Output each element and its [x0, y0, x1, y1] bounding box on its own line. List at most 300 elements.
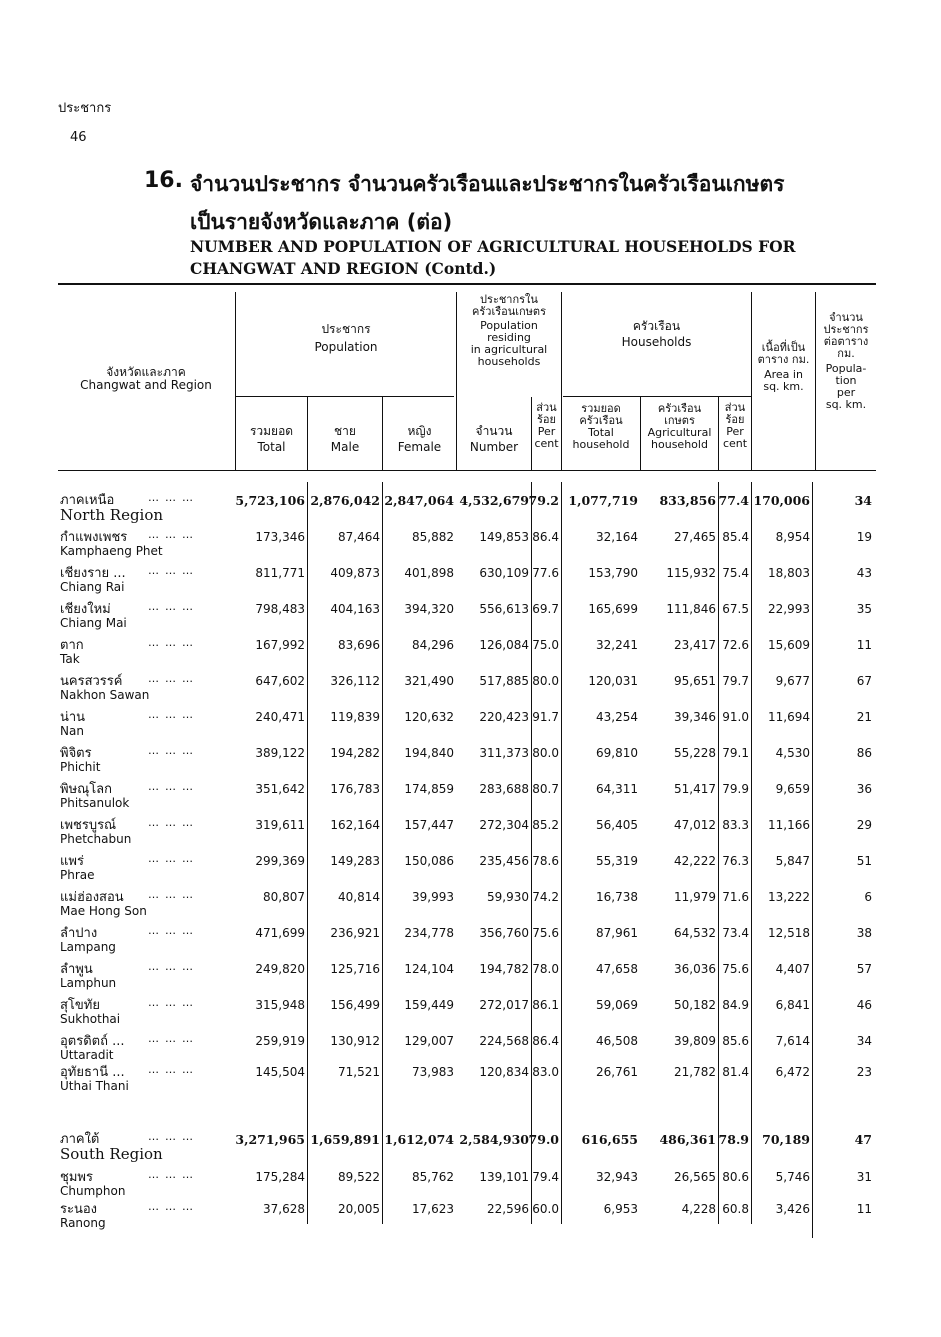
- header-region-th: จังหวัดและภาค: [106, 365, 186, 379]
- cell-area: 9,659: [775, 782, 810, 796]
- cell-ag-number: 220,423: [479, 710, 529, 724]
- changwat-name-thai: เชียงราย ...: [60, 566, 126, 581]
- header-number-en: Number: [469, 440, 519, 454]
- cell-female: 124,104: [404, 962, 454, 976]
- header-density-en3: per: [836, 386, 856, 399]
- header-hh-percent-en1: Per: [726, 425, 744, 438]
- cell-hh-pct: 84.9: [722, 998, 749, 1012]
- cell-area: 70,189: [762, 1132, 810, 1147]
- cell-hh-pct: 91.0: [722, 710, 749, 724]
- cell-ag-pct: 80.7: [532, 782, 559, 796]
- header-households: [562, 320, 751, 349]
- header-density-en2: tion: [835, 374, 857, 387]
- header-area: [752, 342, 815, 393]
- cell-ag-pct: 91.7: [532, 710, 559, 724]
- leader-dots: ………: [148, 636, 199, 649]
- changwat-name-thai: ชุมพร: [60, 1170, 93, 1185]
- cell-hh-pct: 72.6: [722, 638, 749, 652]
- cell-density: 21: [856, 710, 872, 724]
- page-number: 46: [70, 130, 87, 145]
- cell-hh-pct: 73.4: [722, 926, 749, 940]
- changwat-name-english: Tak: [60, 652, 80, 666]
- cell-ag-pct: 78.0: [532, 962, 559, 976]
- cell-hh-pct: 79.7: [722, 674, 749, 688]
- cell-male: 89,522: [338, 1170, 380, 1184]
- cell-total: 471,699: [255, 926, 305, 940]
- cell-hh-total: 59,069: [596, 998, 638, 1012]
- cell-hh-pct: 79.9: [722, 782, 749, 796]
- cell-area: 12,518: [768, 926, 810, 940]
- cell-area: 22,993: [768, 602, 810, 616]
- header-agpop-th1: ประชากรใน: [480, 293, 538, 306]
- cell-hh-ag: 55,228: [674, 746, 716, 760]
- cell-hh-total: 87,961: [596, 926, 638, 940]
- cell-hh-pct: 75.6: [722, 962, 749, 976]
- cell-hh-total: 153,790: [588, 566, 638, 580]
- changwat-name-thai: ภาคใต้: [60, 1132, 100, 1147]
- cell-ag-pct: 75.6: [532, 926, 559, 940]
- title-english-line-2: CHANGWAT AND REGION (Contd.): [190, 259, 497, 278]
- cell-density: 11: [856, 1202, 872, 1216]
- cell-total: 3,271,965: [235, 1132, 305, 1147]
- cell-male: 1,659,891: [310, 1132, 380, 1147]
- cell-ag-number: 149,853: [479, 530, 529, 544]
- cell-male: 194,282: [330, 746, 380, 760]
- cell-total: 249,820: [255, 962, 305, 976]
- table-number: 16.: [144, 168, 183, 193]
- cell-ag-pct: 60.0: [532, 1202, 559, 1216]
- cell-hh-ag: 51,417: [674, 782, 716, 796]
- changwat-name-english: Kamphaeng Phet: [60, 544, 163, 558]
- changwat-name-thai: เพชรบูรณ์: [60, 818, 117, 833]
- cell-area: 18,803: [768, 566, 810, 580]
- cell-male: 162,164: [330, 818, 380, 832]
- header-male-en: Male: [330, 440, 360, 454]
- changwat-name-thai: ภาคเหนือ: [60, 493, 115, 508]
- cell-total: 37,628: [263, 1202, 305, 1216]
- cell-ag-pct: 79.2: [528, 493, 559, 508]
- cell-hh-total: 616,655: [581, 1132, 638, 1147]
- changwat-name-english: Phetchabun: [60, 832, 132, 846]
- header-region: [60, 366, 232, 392]
- cell-hh-ag: 111,846: [666, 602, 716, 616]
- cell-male: 409,873: [330, 566, 380, 580]
- changwat-name-thai: แม่ฮ่องสอน: [60, 890, 124, 905]
- cell-male: 149,283: [330, 854, 380, 868]
- cell-hh-total: 1,077,719: [568, 493, 638, 508]
- header-area-en2: sq. km.: [763, 380, 804, 393]
- cell-ag-pct: 79.0: [528, 1132, 559, 1147]
- cell-density: 11: [856, 638, 872, 652]
- header-area-th1: เนื้อที่เป็น: [761, 341, 806, 354]
- header-population-en: Population: [314, 340, 378, 354]
- header-total-th: รวมยอด: [249, 424, 294, 438]
- cell-density: 43: [856, 566, 872, 580]
- changwat-name-thai: น่าน: [60, 710, 86, 725]
- cell-area: 5,746: [775, 1170, 810, 1184]
- cell-density: 36: [856, 782, 872, 796]
- header-male-th: ชาย: [334, 424, 356, 438]
- cell-ag-pct: 75.0: [532, 638, 559, 652]
- header-density-th1: จำนวน: [829, 311, 863, 324]
- cell-ag-pct: 83.0: [532, 1065, 559, 1079]
- col-divider: [718, 482, 719, 1224]
- leader-dots: ………: [148, 1063, 199, 1076]
- cell-density: 34: [854, 493, 872, 508]
- cell-total: 811,771: [255, 566, 305, 580]
- changwat-name-english: Nakhon Sawan: [60, 688, 150, 702]
- cell-ag-number: 235,456: [479, 854, 529, 868]
- cell-hh-pct: 80.6: [722, 1170, 749, 1184]
- cell-total: 173,346: [255, 530, 305, 544]
- changwat-name-english: South Region: [60, 1145, 163, 1163]
- cell-hh-total: 32,164: [596, 530, 638, 544]
- cell-female: 17,623: [412, 1202, 454, 1216]
- cell-male: 326,112: [330, 674, 380, 688]
- cell-ag-number: 224,568: [479, 1034, 529, 1048]
- cell-hh-ag: 27,465: [674, 530, 716, 544]
- cell-female: 394,320: [404, 602, 454, 616]
- cell-female: 157,447: [404, 818, 454, 832]
- cell-hh-total: 165,699: [588, 602, 638, 616]
- header-ag-percent: [532, 402, 561, 450]
- cell-ag-number: 630,109: [479, 566, 529, 580]
- header-hh-total-en1: Total: [588, 426, 614, 439]
- cell-area: 13,222: [768, 890, 810, 904]
- cell-hh-pct: 67.5: [722, 602, 749, 616]
- cell-ag-number: 59,930: [487, 890, 529, 904]
- cell-hh-pct: 83.3: [722, 818, 749, 832]
- cell-ag-number: 194,782: [479, 962, 529, 976]
- cell-area: 8,954: [775, 530, 810, 544]
- population-subrule: [236, 396, 454, 397]
- changwat-name-thai: เชียงใหม่: [60, 602, 111, 617]
- cell-hh-total: 69,810: [596, 746, 638, 760]
- changwat-name-thai: อุทัยธานี ...: [60, 1065, 125, 1080]
- header-agpop-en4: households: [477, 355, 541, 368]
- header-male: [308, 425, 382, 454]
- cell-ag-number: 126,084: [479, 638, 529, 652]
- cell-male: 156,499: [330, 998, 380, 1012]
- cell-hh-pct: 60.8: [722, 1202, 749, 1216]
- cell-male: 130,912: [330, 1034, 380, 1048]
- leader-dots: ………: [148, 852, 199, 865]
- changwat-name-english: Mae Hong Son: [60, 904, 147, 918]
- col-divider: [382, 482, 383, 1224]
- leader-dots: ………: [148, 1168, 199, 1181]
- cell-density: 51: [856, 854, 872, 868]
- cell-male: 87,464: [338, 530, 380, 544]
- table-top-rule: [58, 283, 876, 285]
- changwat-name-thai: สุโขทัย: [60, 998, 100, 1013]
- cell-hh-pct: 85.6: [722, 1034, 749, 1048]
- cell-density: 34: [856, 1034, 872, 1048]
- cell-female: 120,632: [404, 710, 454, 724]
- title-english-line-1: NUMBER AND POPULATION OF AGRICULTURAL HOUSEHOLDS FOR: [190, 237, 796, 256]
- cell-female: 174,859: [404, 782, 454, 796]
- cell-hh-total: 120,031: [588, 674, 638, 688]
- cell-ag-number: 22,596: [487, 1202, 529, 1216]
- cell-hh-pct: 77.4: [718, 493, 749, 508]
- header-hh-percent-en2: cent: [722, 437, 748, 450]
- cell-female: 194,840: [404, 746, 454, 760]
- cell-density: 31: [856, 1170, 872, 1184]
- header-total: [236, 425, 307, 454]
- cell-hh-total: 56,405: [596, 818, 638, 832]
- cell-female: 234,778: [404, 926, 454, 940]
- leader-dots: ………: [148, 744, 199, 757]
- header-density-en1: Popula-: [825, 362, 867, 375]
- cell-density: 23: [856, 1065, 872, 1079]
- header-hh-ag-th2: เกษตร: [664, 414, 695, 427]
- header-female-th: หญิง: [407, 424, 432, 438]
- cell-ag-number: 283,688: [479, 782, 529, 796]
- changwat-name-english: Phitsanulok: [60, 796, 130, 810]
- cell-hh-ag: 833,856: [659, 493, 716, 508]
- changwat-name-english: Uthai Thani: [60, 1079, 129, 1093]
- header-households-th: ครัวเรือน: [632, 319, 681, 333]
- header-population: [236, 323, 456, 354]
- cell-hh-ag: 36,036: [674, 962, 716, 976]
- cell-hh-ag: 21,782: [674, 1065, 716, 1079]
- cell-ag-number: 4,532,679: [459, 493, 529, 508]
- header-hh-percent: [719, 402, 751, 450]
- cell-area: 7,614: [775, 1034, 810, 1048]
- header-percent-en2: cent: [534, 437, 559, 450]
- header-area-th2: ตาราง กม.: [757, 353, 810, 366]
- cell-hh-total: 47,658: [596, 962, 638, 976]
- cell-hh-ag: 115,932: [666, 566, 716, 580]
- col-divider: [812, 482, 813, 1238]
- cell-hh-pct: 76.3: [722, 854, 749, 868]
- header-hh-total-th2: ครัวเรือน: [579, 414, 623, 427]
- header-hh-total-en2: household: [572, 438, 630, 451]
- cell-hh-ag: 47,012: [674, 818, 716, 832]
- cell-ag-pct: 85.2: [532, 818, 559, 832]
- cell-total: 798,483: [255, 602, 305, 616]
- changwat-name-english: Chiang Mai: [60, 616, 127, 630]
- leader-dots: ………: [148, 708, 199, 721]
- title-thai-line-1: จำนวนประชากร จำนวนครัวเรือนและประชากรในครัวเรือนเกษตร: [190, 172, 785, 196]
- cell-hh-ag: 11,979: [674, 890, 716, 904]
- cell-area: 6,472: [775, 1065, 810, 1079]
- cell-hh-ag: 26,565: [674, 1170, 716, 1184]
- cell-male: 125,716: [330, 962, 380, 976]
- cell-female: 85,762: [412, 1170, 454, 1184]
- cell-hh-ag: 95,651: [674, 674, 716, 688]
- cell-ag-number: 556,613: [479, 602, 529, 616]
- cell-hh-pct: 78.9: [718, 1132, 749, 1147]
- cell-density: 35: [856, 602, 872, 616]
- cell-male: 176,783: [330, 782, 380, 796]
- cell-hh-ag: 64,532: [674, 926, 716, 940]
- header-households-en: Households: [621, 335, 692, 349]
- cell-ag-pct: 86.4: [532, 530, 559, 544]
- cell-total: 145,504: [255, 1065, 305, 1079]
- changwat-name-english: Ranong: [60, 1216, 106, 1230]
- changwat-name-english: Nan: [60, 724, 84, 738]
- cell-hh-pct: 85.4: [722, 530, 749, 544]
- header-density-th3: ต่อตาราง: [823, 335, 869, 348]
- cell-ag-number: 356,760: [479, 926, 529, 940]
- cell-total: 315,948: [255, 998, 305, 1012]
- cell-density: 29: [856, 818, 872, 832]
- cell-hh-total: 26,761: [596, 1065, 638, 1079]
- cell-male: 83,696: [338, 638, 380, 652]
- cell-ag-pct: 79.4: [532, 1170, 559, 1184]
- leader-dots: ………: [148, 996, 199, 1009]
- changwat-name-english: Sukhothai: [60, 1012, 121, 1026]
- changwat-name-english: Phrae: [60, 868, 95, 882]
- changwat-name-english: Phichit: [60, 760, 101, 774]
- cell-female: 321,490: [404, 674, 454, 688]
- cell-female: 84,296: [412, 638, 454, 652]
- cell-female: 2,847,064: [384, 493, 454, 508]
- cell-male: 119,839: [330, 710, 380, 724]
- header-region-en: Changwat and Region: [80, 378, 212, 392]
- header-agpop-en1: Population: [480, 319, 538, 332]
- header-hh-ag-en1: Agricultural: [647, 426, 712, 439]
- header-female-en: Female: [397, 440, 442, 454]
- cell-density: 86: [856, 746, 872, 760]
- header-hh-total-th1: รวมยอด: [581, 402, 621, 415]
- header-percent-en1: Per: [537, 425, 556, 438]
- header-bottom-rule: [58, 470, 876, 471]
- col-divider: [307, 482, 308, 1224]
- cell-hh-total: 43,254: [596, 710, 638, 724]
- header-agpop-en3: in agricultural: [470, 343, 548, 356]
- cell-ag-pct: 78.6: [532, 854, 559, 868]
- cell-total: 167,992: [255, 638, 305, 652]
- changwat-name-thai: ลำปาง: [60, 926, 98, 941]
- cell-ag-pct: 69.7: [532, 602, 559, 616]
- leader-dots: ………: [148, 1200, 199, 1213]
- cell-hh-pct: 81.4: [722, 1065, 749, 1079]
- cell-hh-ag: 50,182: [674, 998, 716, 1012]
- cell-density: 46: [856, 998, 872, 1012]
- header-hh-ag-th1: ครัวเรือน: [657, 402, 702, 415]
- cell-hh-total: 16,738: [596, 890, 638, 904]
- cell-total: 299,369: [255, 854, 305, 868]
- cell-hh-total: 64,311: [596, 782, 638, 796]
- cell-hh-total: 55,319: [596, 854, 638, 868]
- header-density: [816, 312, 876, 411]
- changwat-name-thai: กำแพงเพชร: [60, 530, 128, 545]
- header-total-en: Total: [257, 440, 286, 454]
- changwat-name-english: North Region: [60, 506, 164, 524]
- cell-total: 319,611: [255, 818, 305, 832]
- leader-dots: ………: [148, 780, 199, 793]
- cell-ag-number: 139,101: [479, 1170, 529, 1184]
- cell-hh-pct: 75.4: [722, 566, 749, 580]
- cell-area: 11,694: [768, 710, 810, 724]
- cell-hh-ag: 4,228: [681, 1202, 716, 1216]
- cell-hh-pct: 71.6: [722, 890, 749, 904]
- cell-male: 2,876,042: [310, 493, 380, 508]
- header-hh-total: [562, 403, 640, 451]
- cell-female: 159,449: [404, 998, 454, 1012]
- leader-dots: ………: [148, 600, 199, 613]
- header-agpop: [457, 294, 561, 368]
- cell-hh-ag: 486,361: [659, 1132, 716, 1147]
- cell-hh-total: 32,943: [596, 1170, 638, 1184]
- header-number-th: จำนวน: [475, 424, 513, 438]
- cell-ag-number: 272,017: [479, 998, 529, 1012]
- leader-dots: ………: [148, 924, 199, 937]
- cell-ag-pct: 80.0: [532, 674, 559, 688]
- header-agpop-th2: ครัวเรือนเกษตร: [472, 305, 546, 318]
- changwat-name-english: Chumphon: [60, 1184, 126, 1198]
- cell-ag-pct: 77.6: [532, 566, 559, 580]
- changwat-name-english: Uttaradit: [60, 1048, 114, 1062]
- cell-hh-ag: 39,346: [674, 710, 716, 724]
- cell-density: 57: [856, 962, 872, 976]
- cell-area: 170,006: [753, 493, 810, 508]
- cell-ag-number: 517,885: [479, 674, 529, 688]
- changwat-name-thai: พิษณุโลก: [60, 782, 113, 797]
- cell-hh-pct: 79.1: [722, 746, 749, 760]
- header-population-th: ประชากร: [321, 322, 371, 336]
- changwat-name-thai: อุตรดิตถ์ ...: [60, 1034, 125, 1049]
- header-agpop-en2: residing: [487, 331, 531, 344]
- cell-male: 236,921: [330, 926, 380, 940]
- leader-dots: ………: [148, 960, 199, 973]
- col-divider: [561, 482, 562, 1224]
- cell-area: 11,166: [768, 818, 810, 832]
- leader-dots: ………: [148, 1130, 199, 1143]
- cell-female: 39,993: [412, 890, 454, 904]
- cell-ag-number: 120,834: [479, 1065, 529, 1079]
- leader-dots: ………: [148, 491, 199, 504]
- header-density-th4: กม.: [837, 347, 855, 360]
- changwat-name-english: Lampang: [60, 940, 116, 954]
- cell-area: 9,677: [775, 674, 810, 688]
- leader-dots: ………: [148, 816, 199, 829]
- header-hh-percent-th1: ส่วน: [724, 401, 746, 414]
- header-percent-th2: ร้อย: [537, 413, 556, 426]
- cell-density: 67: [856, 674, 872, 688]
- cell-total: 259,919: [255, 1034, 305, 1048]
- header-female: [383, 425, 456, 454]
- cell-female: 129,007: [404, 1034, 454, 1048]
- cell-ag-pct: 74.2: [532, 890, 559, 904]
- cell-male: 71,521: [338, 1065, 380, 1079]
- cell-hh-ag: 42,222: [674, 854, 716, 868]
- cell-area: 15,609: [768, 638, 810, 652]
- cell-female: 401,898: [404, 566, 454, 580]
- cell-ag-number: 272,304: [479, 818, 529, 832]
- cell-female: 73,983: [412, 1065, 454, 1079]
- changwat-name-english: Chiang Rai: [60, 580, 125, 594]
- cell-ag-number: 311,373: [479, 746, 529, 760]
- cell-hh-total: 6,953: [603, 1202, 638, 1216]
- changwat-name-thai: นครสวรรค์: [60, 674, 123, 689]
- cell-female: 85,882: [412, 530, 454, 544]
- cell-area: 3,426: [775, 1202, 810, 1216]
- cell-hh-ag: 39,809: [674, 1034, 716, 1048]
- col-divider: [751, 482, 752, 1224]
- changwat-name-thai: ตาก: [60, 638, 84, 653]
- header-number: [457, 425, 531, 454]
- changwat-name-english: Lamphun: [60, 976, 117, 990]
- header-hh-ag: [641, 403, 718, 451]
- households-subrule: [563, 396, 751, 397]
- cell-ag-pct: 80.0: [532, 746, 559, 760]
- cell-male: 20,005: [338, 1202, 380, 1216]
- cell-hh-total: 32,241: [596, 638, 638, 652]
- cell-total: 389,122: [255, 746, 305, 760]
- cell-female: 150,086: [404, 854, 454, 868]
